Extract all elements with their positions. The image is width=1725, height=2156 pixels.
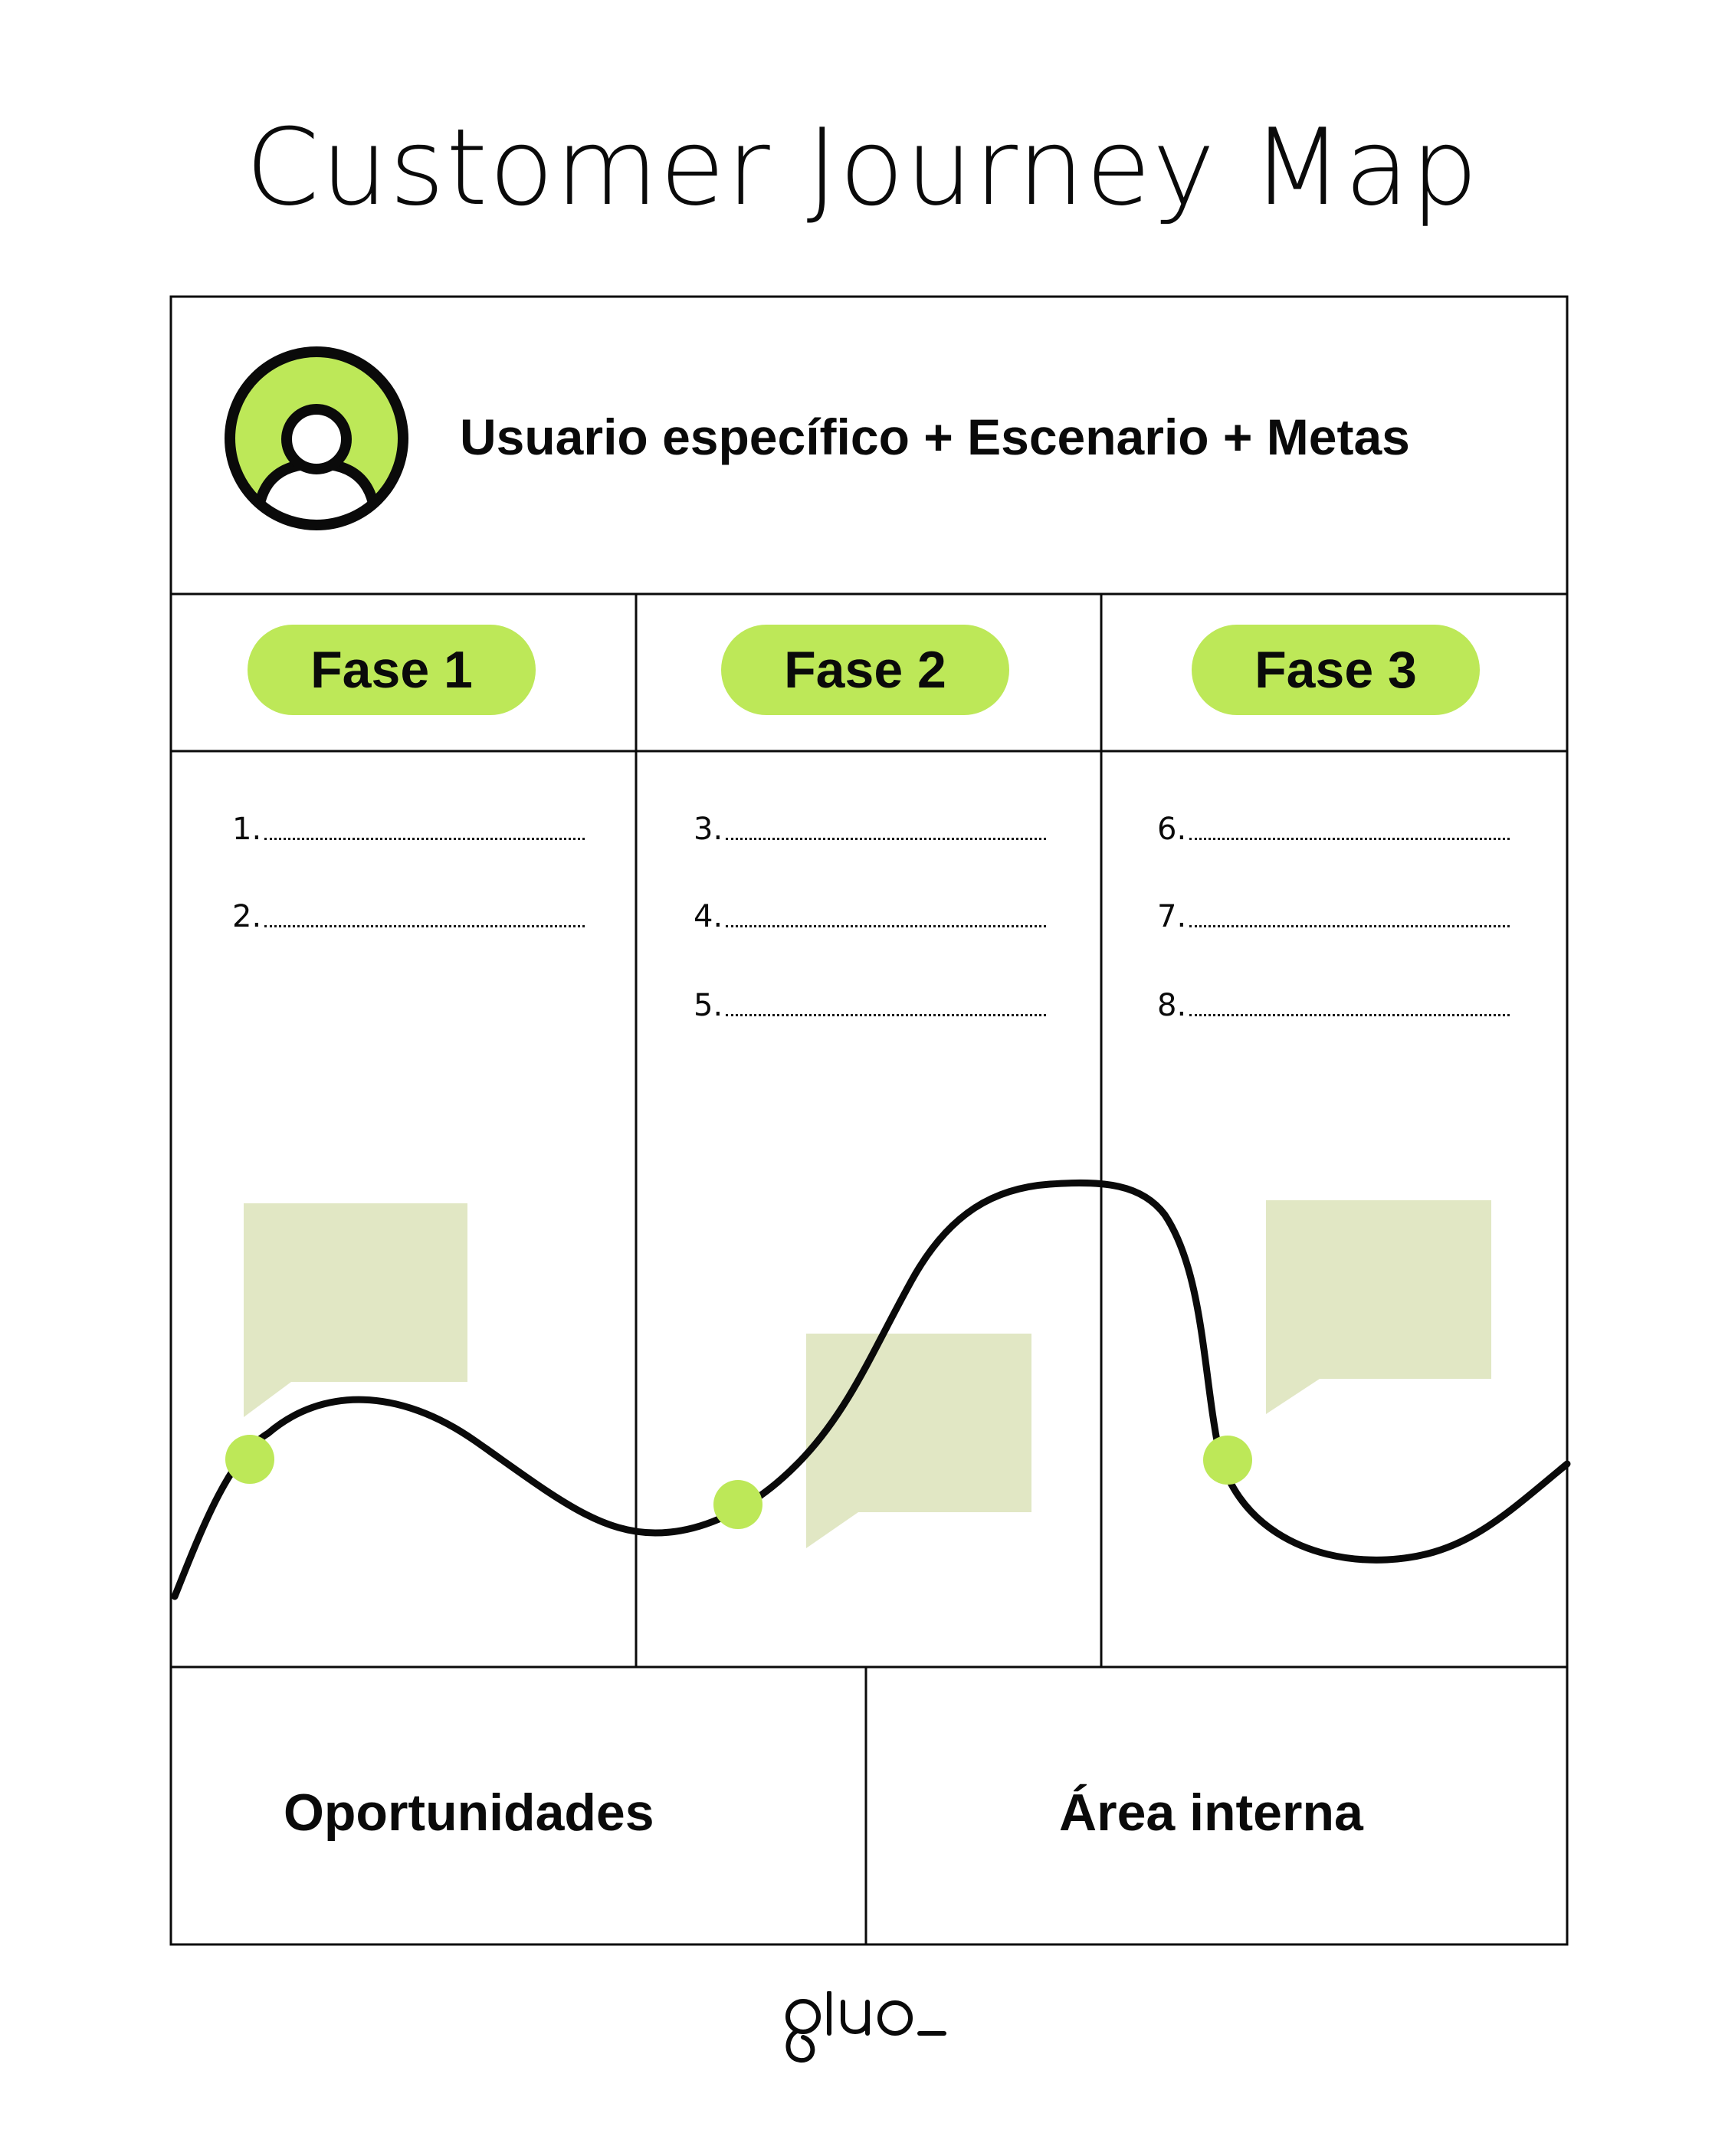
dotted-line xyxy=(726,838,1046,840)
dotted-line xyxy=(1189,925,1510,927)
list-item-number: 2. xyxy=(232,899,262,934)
opportunities-label: Oportunidades xyxy=(284,1784,654,1842)
dotted-line xyxy=(726,925,1046,927)
callout-bubble-1 xyxy=(244,1203,467,1417)
list-item-number: 1. xyxy=(232,812,262,847)
phase-pill-3: Fase 3 xyxy=(1192,625,1480,715)
persona-description: Usuario específico + Escenario + Metas xyxy=(460,409,1410,465)
page-title: Customer Journey Map xyxy=(245,106,1480,229)
list-item xyxy=(694,811,1046,848)
dotted-line xyxy=(1189,1014,1510,1016)
list-item-number: 8. xyxy=(1157,988,1187,1023)
dotted-line xyxy=(1189,838,1510,840)
callout-bubble-3 xyxy=(1266,1200,1491,1414)
touchpoint-dot-1 xyxy=(225,1435,274,1484)
user-avatar-icon xyxy=(230,352,403,525)
touchpoint-dot-2 xyxy=(713,1480,762,1529)
list-item-number: 7. xyxy=(1157,899,1187,934)
dotted-line xyxy=(264,838,585,840)
list-item-number: 4. xyxy=(694,899,723,934)
list-item xyxy=(232,898,585,935)
phase-pill-1: Fase 1 xyxy=(248,625,536,715)
callout-bubble-2 xyxy=(806,1334,1031,1548)
list-item-number: 6. xyxy=(1157,812,1187,847)
internal-area-label: Área interna xyxy=(1059,1784,1363,1842)
phase-pill-2: Fase 2 xyxy=(721,625,1009,715)
list-item xyxy=(694,987,1046,1024)
list-item-number: 3. xyxy=(694,812,723,847)
list-item xyxy=(232,811,585,848)
touchpoint-dot-3 xyxy=(1203,1436,1252,1485)
gluo-logo xyxy=(782,1991,950,2091)
list-item xyxy=(1157,898,1510,935)
list-item-number: 5. xyxy=(694,988,723,1023)
dotted-line xyxy=(726,1014,1046,1016)
list-item xyxy=(1157,987,1510,1024)
list-item xyxy=(1157,811,1510,848)
list-item xyxy=(694,898,1046,935)
dotted-line xyxy=(264,925,585,927)
table-grid xyxy=(171,297,1567,1944)
